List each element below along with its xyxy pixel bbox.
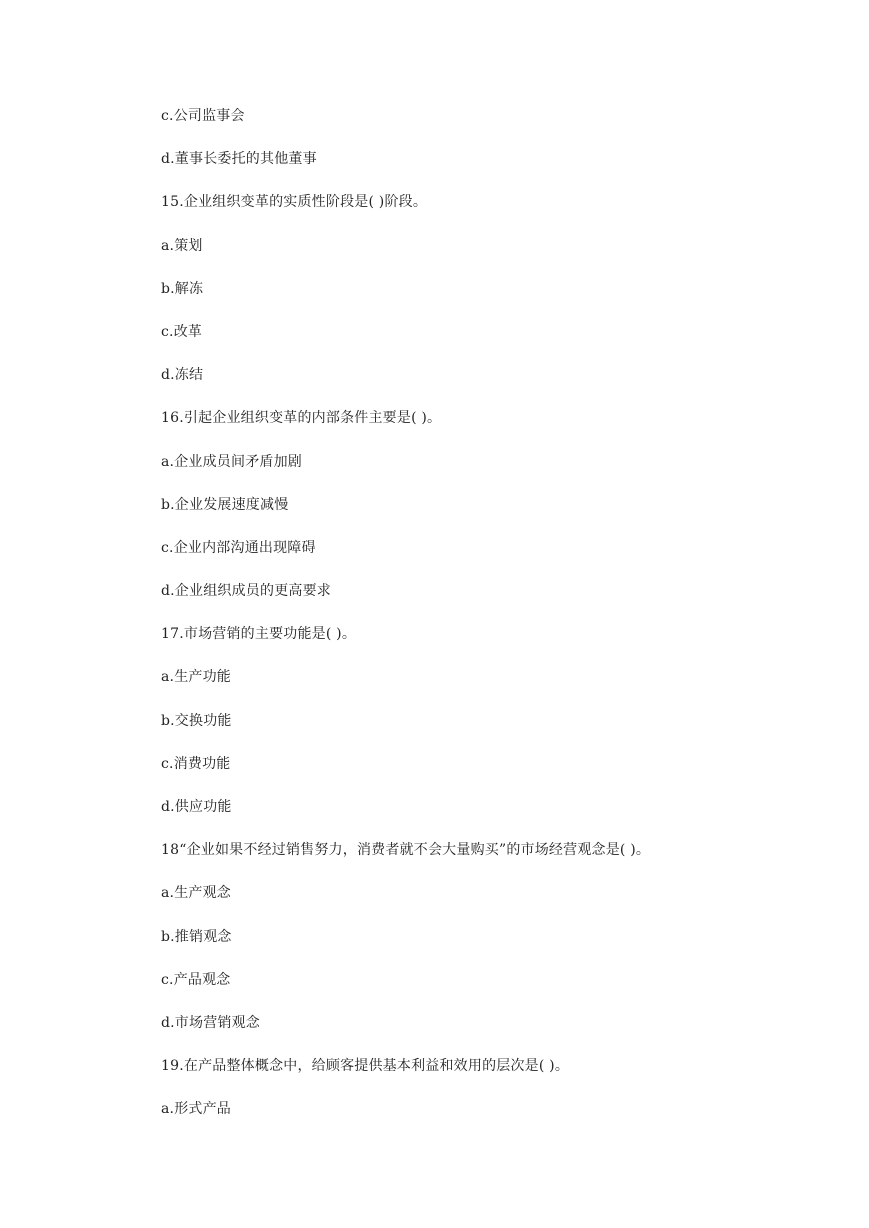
option-line: b.企业发展速度减慢	[161, 496, 289, 513]
option-line: a.生产功能	[161, 669, 231, 686]
question-line: 16.引起企业组织变革的内部条件主要是( )。	[161, 410, 442, 427]
question-line: 18“企业如果不经过销售努力，消费者就不会大量购买”的市场经营观念是( )。	[161, 842, 651, 859]
option-line: a.企业成员间矛盾加剧	[161, 453, 302, 470]
option-line: a.策划	[161, 237, 203, 254]
question-line: 19.在产品整体概念中，给顾客提供基本利益和效用的层次是( )。	[161, 1058, 570, 1075]
option-line: c.消费功能	[161, 755, 231, 772]
option-line: d.市场营销观念	[161, 1014, 261, 1031]
option-line: b.解冻	[161, 280, 204, 297]
option-line: a.生产观念	[161, 885, 231, 902]
question-line: 15.企业组织变革的实质性阶段是( )阶段。	[161, 194, 428, 211]
option-line: c.公司监事会	[161, 108, 245, 124]
option-line: d.董事长委托的其他董事	[161, 151, 317, 168]
document-body	[161, 104, 801, 1141]
option-line: d.冻结	[161, 367, 204, 384]
option-line: b.交换功能	[161, 712, 232, 729]
option-line: c.产品观念	[161, 971, 231, 988]
option-line: d.企业组织成员的更高要求	[161, 583, 332, 600]
option-line: c.企业内部沟通出现障碍	[161, 539, 316, 556]
option-line: d.供应功能	[161, 799, 232, 815]
question-line: 17.市场营销的主要功能是( )。	[161, 626, 357, 643]
option-line: b.推销观念	[161, 928, 232, 945]
option-line: a.形式产品	[161, 1101, 231, 1118]
option-line: c.改革	[161, 323, 203, 340]
